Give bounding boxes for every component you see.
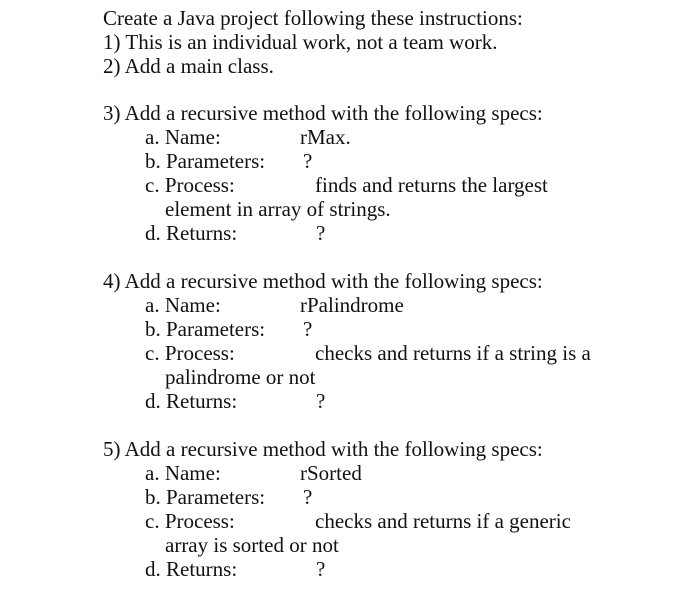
section-3-process-continuation: element in array of strings. [165, 197, 391, 221]
section-3-name-label: a. Name: [145, 125, 221, 149]
section-3-params-label: b. Parameters: [145, 149, 266, 173]
section-3-process-value: finds and returns the largest [315, 173, 548, 197]
document-title: Create a Java project following these instructions: [103, 6, 523, 30]
section-3-params-value: ? [303, 149, 313, 173]
section-3-name-value: rMax. [300, 125, 351, 149]
section-4-params-value: ? [303, 317, 313, 341]
section-4-returns-label: d. Returns: [145, 389, 238, 413]
section-4-returns-value: ? [316, 389, 326, 413]
section-5-name-label: a. Name: [145, 461, 221, 485]
section-4-name-label: a. Name: [145, 293, 221, 317]
section-5-process-value: checks and returns if a generic [315, 509, 571, 533]
section-4-process-label: c. Process: [145, 341, 235, 365]
section-5-process-label: c. Process: [145, 509, 235, 533]
section-5-heading: 5) Add a recursive method with the following specs: [103, 437, 543, 461]
section-5-process-continuation: array is sorted or not [165, 533, 339, 557]
section-4-heading: 4) Add a recursive method with the following specs: [103, 269, 543, 293]
section-3-heading: 3) Add a recursive method with the following specs: [103, 101, 543, 125]
section-4-process-continuation: palindrome or not [165, 365, 316, 389]
section-3-returns-label: d. Returns: [145, 221, 238, 245]
section-4-name-value: rPalindrome [300, 293, 404, 317]
section-3-process-label: c. Process: [145, 173, 235, 197]
instruction-1: 1) This is an individual work, not a team work. [103, 30, 498, 54]
section-4-process-value: checks and returns if a string is a [315, 341, 591, 365]
section-5-params-label: b. Parameters: [145, 485, 266, 509]
section-5-name-value: rSorted [300, 461, 362, 485]
section-5-returns-value: ? [316, 557, 326, 581]
section-3-returns-value: ? [316, 221, 326, 245]
section-5-returns-label: d. Returns: [145, 557, 238, 581]
section-5-params-value: ? [303, 485, 313, 509]
instruction-2: 2) Add a main class. [103, 54, 274, 78]
section-4-params-label: b. Parameters: [145, 317, 266, 341]
